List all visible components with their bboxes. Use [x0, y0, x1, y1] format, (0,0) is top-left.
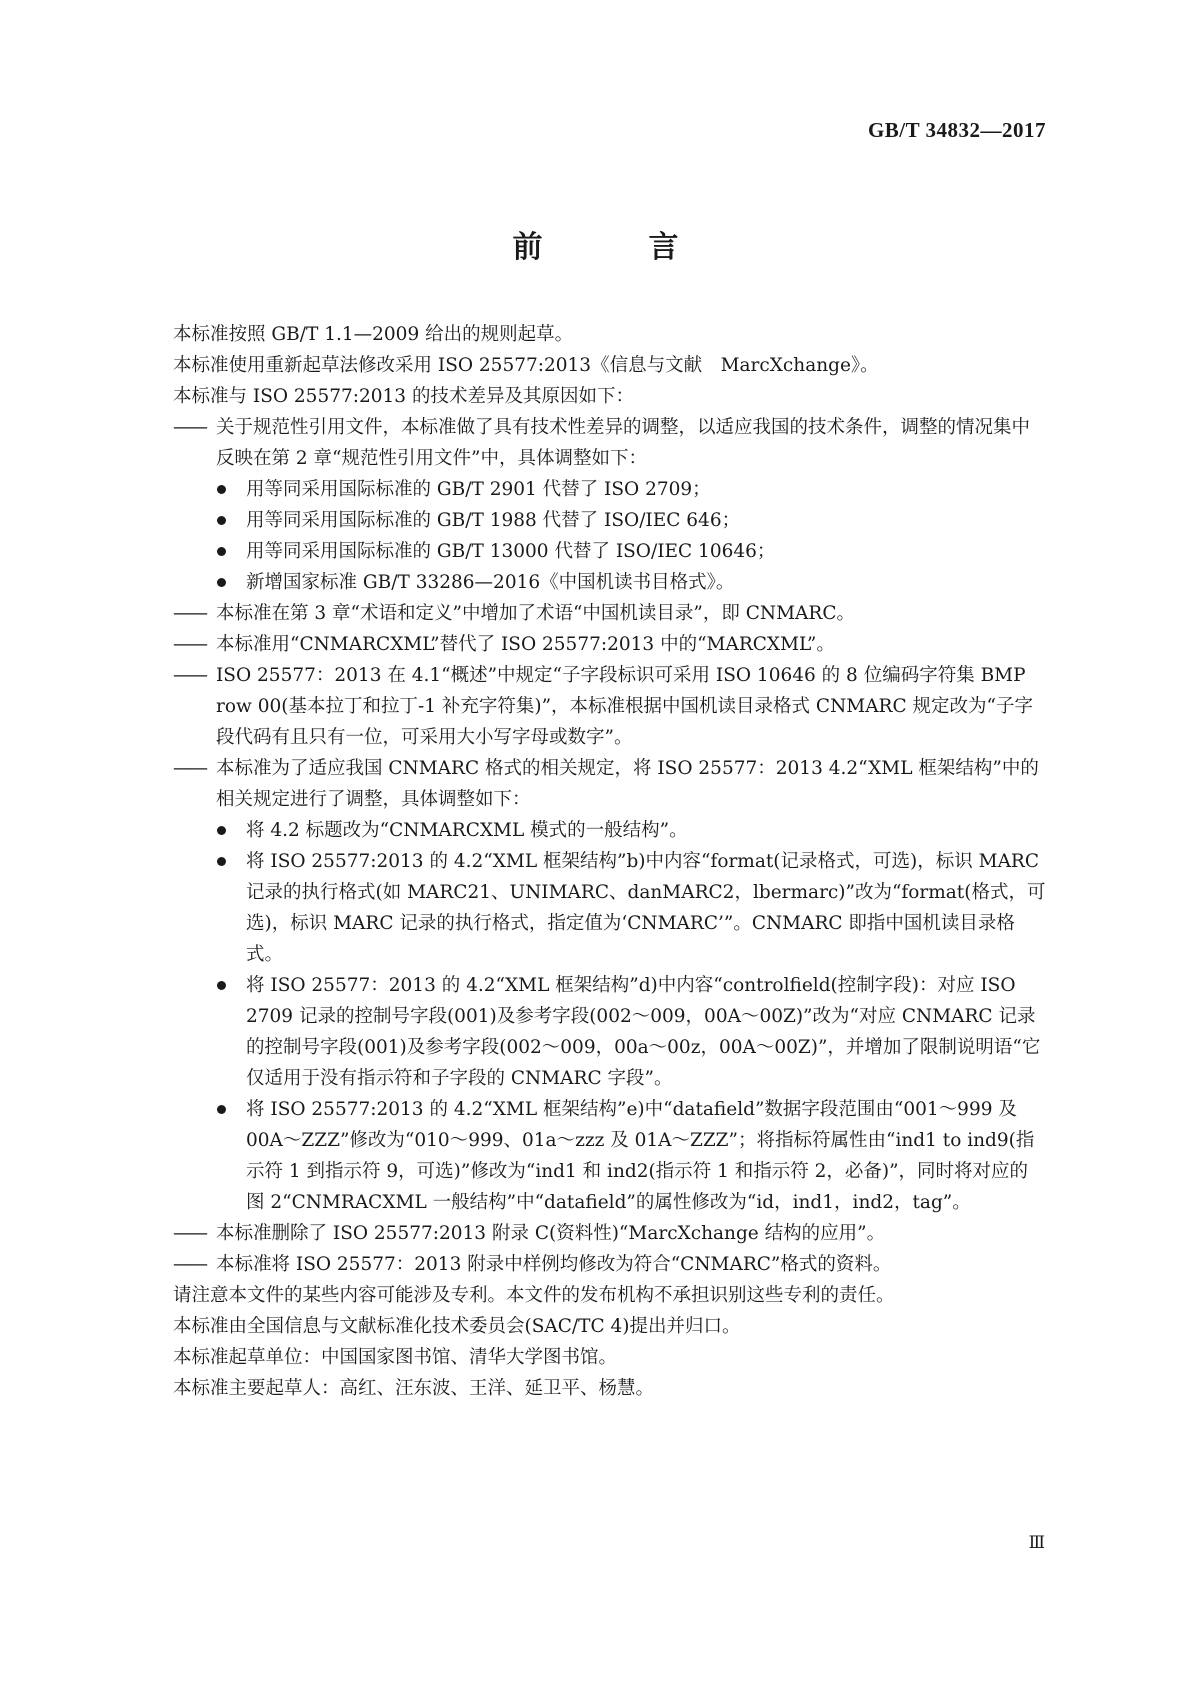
difference-item: [173, 629, 1046, 660]
dash-marker: ——: [173, 1254, 206, 1275]
bullet-text: 将 ISO 25577:2013 的 4.2“XML 框架结构”e)中“datafield”数据字段范围由“001～999 及 00A～ZZZ”修改为“010～999、01a～zzz 及 01A～ZZZ”；将指标符属性由“ind1 to ind9(指示符 1 到指示符 9，可选)”修改为“ind1 和 ind2(指示符 1 和指示符 2，必备)”，同时将对应的图 2“CNMRACXML 一般结构”中“datafield”的属性修改为“id，ind1，ind2，tag”。: [246, 1099, 1035, 1213]
bullet-dot-icon: [217, 981, 226, 990]
page-title: 前 言: [512, 230, 717, 265]
bullet-list: [173, 474, 1046, 598]
difference-item: [173, 1218, 1046, 1249]
bullet-item: [173, 505, 1046, 536]
difference-text: 本标准将 ISO 25577：2013 附录中样例均修改为符合“CNMARC”格式的资料。: [216, 1254, 892, 1275]
difference-item: [173, 660, 1046, 753]
intro-paragraph: 本标准按照 GB/T 1.1—2009 给出的规则起草。: [173, 324, 574, 345]
closing-paragraph: 本标准由全国信息与文献标准化技术委员会(SAC/TC 4)提出并归口。: [173, 1316, 741, 1337]
dash-marker: ——: [173, 603, 206, 624]
dash-marker: ——: [173, 1223, 206, 1244]
intro-paragraph: 本标准与 ISO 25577:2013 的技术差异及其原因如下：: [173, 386, 634, 407]
bullet-item: [173, 1094, 1046, 1218]
dash-marker: ——: [173, 758, 206, 779]
bullet-dot-icon: [217, 578, 226, 587]
closing-paragraph: 请注意本文件的某些内容可能涉及专利。本文件的发布机构不承担识别这些专利的责任。: [173, 1285, 895, 1306]
bullet-text: 用等同采用国际标准的 GB/T 2901 代替了 ISO 2709；: [246, 479, 711, 500]
difference-item: [173, 598, 1046, 629]
dash-marker: ——: [173, 665, 206, 686]
difference-item: [173, 753, 1046, 815]
foreword-body: [173, 319, 1046, 1404]
bullet-item: [173, 474, 1046, 505]
bullet-item: [173, 815, 1046, 846]
difference-text: 本标准用“CNMARCXML”替代了 ISO 25577:2013 中的“MARCXML”。: [216, 634, 835, 655]
difference-item: [173, 412, 1046, 474]
difference-item: [173, 1249, 1046, 1280]
bullet-dot-icon: [217, 857, 226, 866]
bullet-text: 新增国家标准 GB/T 33286—2016《中国机读书目格式》。: [246, 572, 735, 593]
difference-text: ISO 25577：2013 在 4.1“概述”中规定“子字段标识可采用 ISO 10646 的 8 位编码字符集 BMP row 00(基本拉丁和拉丁-1 补充字符集)”，本标准根据中国机读目录格式 CNMARC 规定改为“子字段代码有且只有一位，可采用大小写字母或数字”。: [216, 665, 1033, 748]
bullet-text: 用等同采用国际标准的 GB/T 1988 代替了 ISO/IEC 646；: [246, 510, 741, 531]
page-number: Ⅲ: [1028, 1533, 1045, 1552]
bullet-text: 将 ISO 25577:2013 的 4.2“XML 框架结构”b)中内容“format(记录格式，可选)，标识 MARC 记录的执行格式(如 MARC21、UNIMARC、danMARC2，lbermarc)”改为“format(格式，可选)，标识 MARC 记录的执行格式，指定值为‘CNMARC’”。CNMARC 即指中国机读目录格式。: [246, 851, 1046, 965]
standard-number: GB/T 34832—2017: [867, 118, 1046, 142]
difference-text: 本标准删除了 ISO 25577:2013 附录 C(资料性)“MarcXchange 结构的应用”。: [216, 1223, 886, 1244]
intro-paragraph: 本标准使用重新起草法修改采用 ISO 25577:2013《信息与文献 MarcXchange》。: [173, 355, 879, 376]
bullet-list: [173, 815, 1046, 1218]
bullet-dot-icon: [217, 516, 226, 525]
difference-text: 本标准在第 3 章“术语和定义”中增加了术语“中国机读目录”，即 CNMARC。: [216, 603, 855, 624]
closing-paragraph: 本标准主要起草人：高红、汪东波、王洋、延卫平、杨慧。: [173, 1378, 655, 1399]
bullet-text: 将 ISO 25577：2013 的 4.2“XML 框架结构”d)中内容“controlfield(控制字段)：对应 ISO 2709 记录的控制号字段(001)及参考字段(002～009，00A～00Z)”改为“对应 CNMARC 记录的控制号字段(001)及参考字段(002～009，00a～00z，00A～00Z)”，并增加了限制说明语“它仅适用于没有指示符和子字段的 CNMARC 字段”。: [246, 975, 1041, 1089]
bullet-text: 将 4.2 标题改为“CNMARCXML 模式的一般结构”。: [246, 820, 688, 841]
dash-marker: ——: [173, 634, 206, 655]
difference-text: 本标准为了适应我国 CNMARC 格式的相关规定，将 ISO 25577：2013 4.2“XML 框架结构”中的相关规定进行了调整，具体调整如下：: [216, 758, 1039, 810]
bullet-dot-icon: [217, 547, 226, 556]
bullet-dot-icon: [217, 1105, 226, 1114]
bullet-item: [173, 567, 1046, 598]
bullet-dot-icon: [217, 485, 226, 494]
bullet-item: [173, 846, 1046, 970]
closing-paragraph: 本标准起草单位：中国国家图书馆、清华大学图书馆。: [173, 1347, 618, 1368]
difference-text: 关于规范性引用文件，本标准做了具有技术性差异的调整，以适应我国的技术条件，调整的情况集中反映在第 2 章“规范性引用文件”中，具体调整如下：: [216, 417, 1031, 469]
bullet-item: [173, 970, 1046, 1094]
bullet-item: [173, 536, 1046, 567]
bullet-dot-icon: [217, 826, 226, 835]
bullet-text: 用等同采用国际标准的 GB/T 13000 代替了 ISO/IEC 10646；: [246, 541, 776, 562]
dash-marker: ——: [173, 417, 206, 438]
